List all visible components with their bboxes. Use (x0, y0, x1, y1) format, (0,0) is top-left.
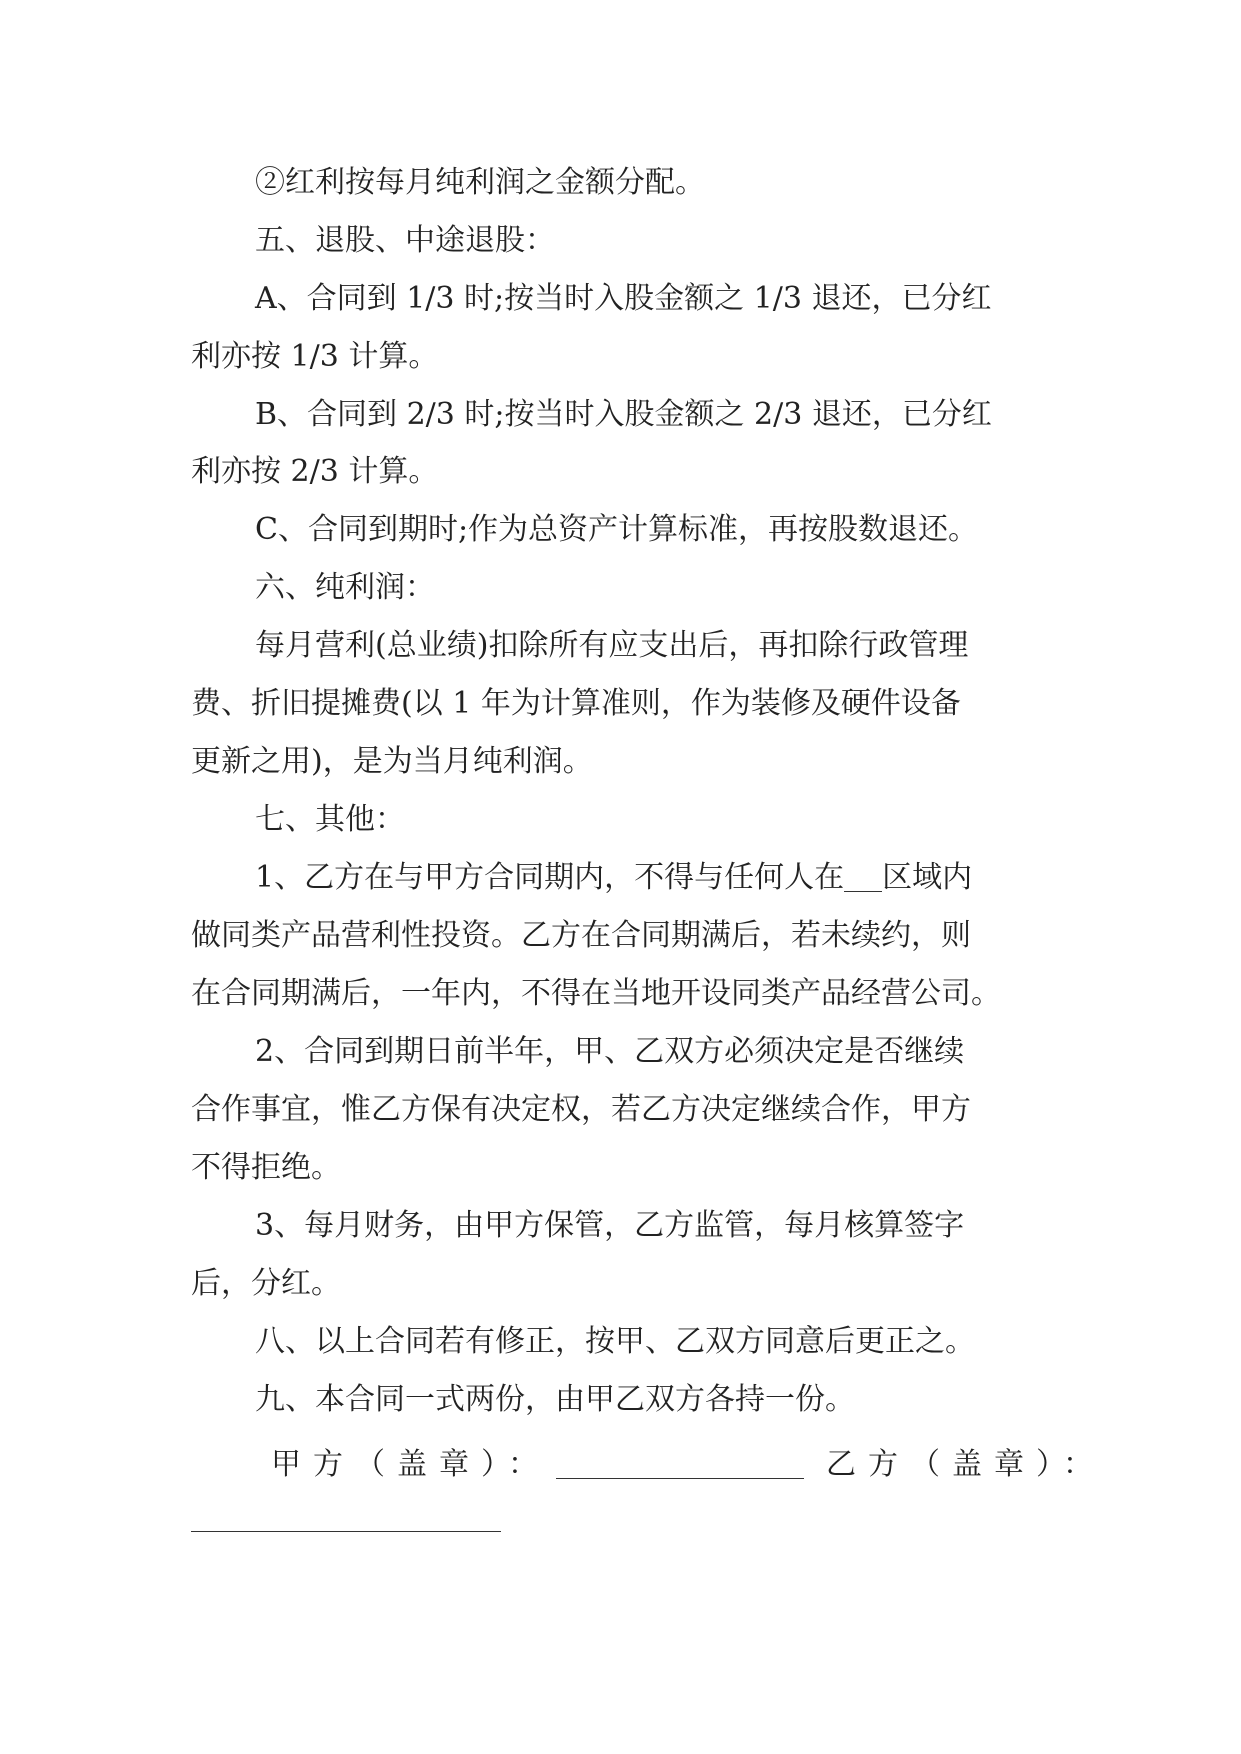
signature-row (271, 1445, 1105, 1485)
clause-6-line2: 费、折旧提摊费(以 1 年为计算准则，作为装修及硬件设备 (191, 686, 961, 721)
clause-7-1-line2: 做同类产品营利性投资。乙方在合同期满后，若未续约，则 (191, 918, 971, 953)
clause-7-1-text-a: 1、乙方在与甲方合同期内，不得与任何人在 (255, 860, 845, 895)
clause-7-3-line2: 后，分红。 (191, 1266, 341, 1301)
clause-7-2-line3: 不得拒绝。 (191, 1150, 341, 1185)
clause-7-2-line1: 2、合同到期日前半年，甲、乙双方必须决定是否继续 (255, 1034, 965, 1069)
section-8: 八、以上合同若有修正，按甲、乙双方同意后更正之。 (255, 1324, 975, 1359)
party-b-label: 乙方（盖章）： (826, 1447, 1105, 1482)
clause-5a-line2: 利亦按 1/3 计算。 (191, 339, 439, 374)
clause-6-line3: 更新之用)，是为当月纯利润。 (191, 744, 593, 779)
region-blank (844, 867, 882, 892)
clause-7-1-line3: 在合同期满后，一年内，不得在当地开设同类产品经营公司。 (191, 976, 1001, 1011)
section-5-heading: 五、退股、中途退股： (255, 223, 555, 258)
clause-5c: C、合同到期时;作为总资产计算标准，再按股数退还。 (255, 512, 979, 547)
party-a-label: 甲方（盖章）： (271, 1447, 550, 1482)
clause-5b-line2: 利亦按 2/3 计算。 (191, 454, 439, 489)
section-7-heading: 七、其他： (255, 802, 405, 837)
party-b-signature-line (191, 1531, 501, 1532)
section-9: 九、本合同一式两份，由甲乙双方各持一份。 (255, 1382, 855, 1417)
clause-6-line1: 每月营利(总业绩)扣除所有应支出后，再扣除行政管理 (255, 628, 969, 663)
clause-dividend-allocation: ②红利按每月纯利润之金额分配。 (255, 165, 705, 200)
clause-7-1-line1 (255, 858, 972, 898)
clause-7-1-text-b: 区域内 (882, 860, 973, 895)
section-6-heading: 六、纯利润： (255, 570, 435, 605)
clause-7-2-line2: 合作事宜，惟乙方保有决定权，若乙方决定继续合作，甲方 (191, 1092, 971, 1127)
clause-7-3-line1: 3、每月财务，由甲方保管，乙方监管，每月核算签字 (255, 1208, 965, 1243)
party-a-signature-line (556, 1454, 804, 1479)
clause-5b-line1: B、合同到 2/3 时;按当时入股金额之 2/3 退还，已分红 (255, 397, 992, 432)
clause-5a-line1: A、合同到 1/3 时;按当时入股金额之 1/3 退还，已分红 (255, 281, 992, 316)
